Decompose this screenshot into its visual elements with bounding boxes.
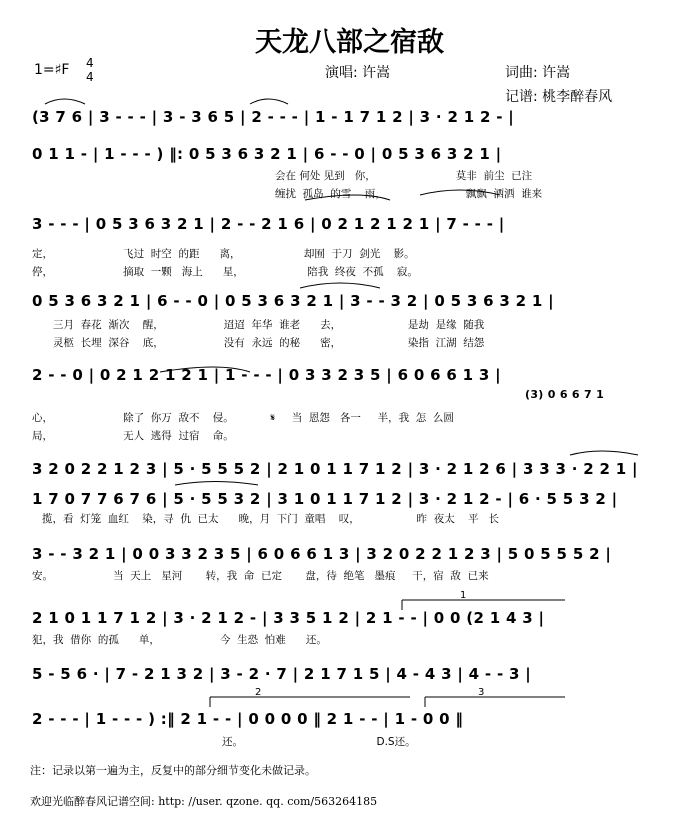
lyric-row-5-verse-2: 局， 无人 逃得 过宿 命。 <box>32 430 234 442</box>
song-title: 天龙八部之宿敌 <box>255 27 444 58</box>
lyric-row-4-verse-2: 灵柩 长埋 深谷 底， 没有 永远 的秘 密， 染指 江湖 结怨 <box>53 337 485 349</box>
lyric-row-2-verse-2: 缠扰 孤岛 的雪 雨， 飘飘 洒洒 谁来 <box>275 188 543 200</box>
score-row-4: 0 5 3 6 3 2 1 | 6 - - 0 | 0 5 3 6 3 2 1 | 3 - - 3 2 | 0 5 3 6 3 2 1 | <box>32 292 554 310</box>
score-row-10: 5 - 5 6 · | 7 - 2 1 3 2 | 3 - 2 · 7 | 2 1 7 1 5 | 4 - 4 3 | 4 - - 3 | <box>32 665 532 683</box>
lyric-row-5-verse-1: 心， 除了 你万 敌不 侵。 𝄋 当 恩怨 各一 半，我 怎 么圆 <box>32 412 454 424</box>
slur-mark <box>570 451 638 455</box>
score-row-5-variant: (3) 0 6 6 7 1 <box>525 388 605 401</box>
lyric-row-3-verse-1: 定， 飞过 时空 的距 离， 却囿 于刀 剑光 影。 <box>32 248 415 260</box>
score-row-11: 2 - - - | 1 - - - ) :‖ 2 1 - - | 0 0 0 0 ‖ 2 1 - - | 1 - 0 0 ‖ <box>32 710 464 728</box>
composer-credit: 词曲: 许嵩 <box>505 65 571 81</box>
volta-number-1: 1 <box>460 590 467 601</box>
lyric-row-8: 安。 当 天上 星河 转，我 命 已定 盘，待 绝笔 墨痕 干，宿 敌 已来 <box>32 570 489 582</box>
score-row-8: 3 - - 3 2 1 | 0 0 3 3 2 3 5 | 6 0 6 6 1 3 | 3 2 0 2 2 1 2 3 | 5 0 5 5 5 2 | <box>32 545 612 563</box>
score-row-9: 2 1 0 1 1 7 1 2 | 3 · 2 1 2 - | 3 3 5 1 2 | 2 1 - - | 0 0 (2 1 4 3 | <box>32 609 545 627</box>
slur-mark <box>305 195 390 200</box>
slur-mark <box>300 283 380 288</box>
transcription-note: 注：记录以第一遍为主，反复中的部分细节变化未做记录。 <box>30 764 316 777</box>
lyric-row-4-verse-1: 三月 春花 渐次 醒， 迢迢 年华 谁老 去， 是劫 是缘 随我 <box>53 319 485 331</box>
key-signature: 1=♯F <box>34 62 70 78</box>
score-row-5: 2 - - 0 | 0 2 1 2 1 2 1 | 1 - - - | 0 3 3 2 3 5 | 6 0 6 6 1 3 | <box>32 366 501 384</box>
lyric-row-9: 犯，我 借你 的孤 单， 今 生恐 怕难 还。 <box>32 634 327 646</box>
lyric-row-7: 揽，看 灯笼 血红 染，寻 仇 已太 晚，月 下门 童唱 叹， 昨 夜太 平 长 <box>42 513 500 525</box>
transcriber-credit: 记谱: 桃李醉春风 <box>505 89 613 105</box>
singer-credit: 演唱: 许嵩 <box>325 65 391 81</box>
time-signature-top: 4 <box>86 56 94 70</box>
footer-link: 欢迎光临醉春风记谱空间: http: //user. qzone. qq. com/563264185 <box>30 795 378 808</box>
score-row-6: 3 2 0 2 2 1 2 3 | 5 · 5 5 5 2 | 2 1 0 1 1 7 1 2 | 3 · 2 1 2 6 | 3 3 3 · 2 2 1 | <box>32 460 638 478</box>
score-row-1: (3 7 6 | 3 - - - | 3 - 3 6 5 | 2 - - - | 1 - 1 7 1 2 | 3 · 2 1 2 - | <box>32 108 515 126</box>
slur-mark <box>160 367 250 372</box>
lyric-row-3-verse-2: 停， 摘取 一颗 海上 星， 陪我 终夜 不孤 寂。 <box>32 266 418 278</box>
slur-mark <box>175 482 258 486</box>
volta-number-3: 3 <box>478 687 485 698</box>
lyric-row-2-verse-1: 会在 何处 见到 你， 莫非 前尘 已注 <box>275 170 533 182</box>
time-signature-bottom: 4 <box>86 70 94 84</box>
score-row-3: 3 - - - | 0 5 3 6 3 2 1 | 2 - - 2 1 6 | 0 2 1 2 1 2 1 | 7 - - - | <box>32 215 505 233</box>
score-row-2: 0 1 1 - | 1 - - - ) ‖: 0 5 3 6 3 2 1 | 6 - - 0 | 0 5 3 6 3 2 1 | <box>32 145 502 163</box>
slur-mark <box>420 190 500 195</box>
slur-mark <box>250 99 288 104</box>
slur-mark <box>45 99 85 104</box>
score-row-7: 1 7 0 7 7 6 7 6 | 5 · 5 5 3 2 | 3 1 0 1 1 7 1 2 | 3 · 2 1 2 - | 6 · 5 5 3 2 | <box>32 490 618 508</box>
volta-number-2: 2 <box>255 687 262 698</box>
lyric-row-11: 还。 D.S还。 <box>222 736 416 748</box>
